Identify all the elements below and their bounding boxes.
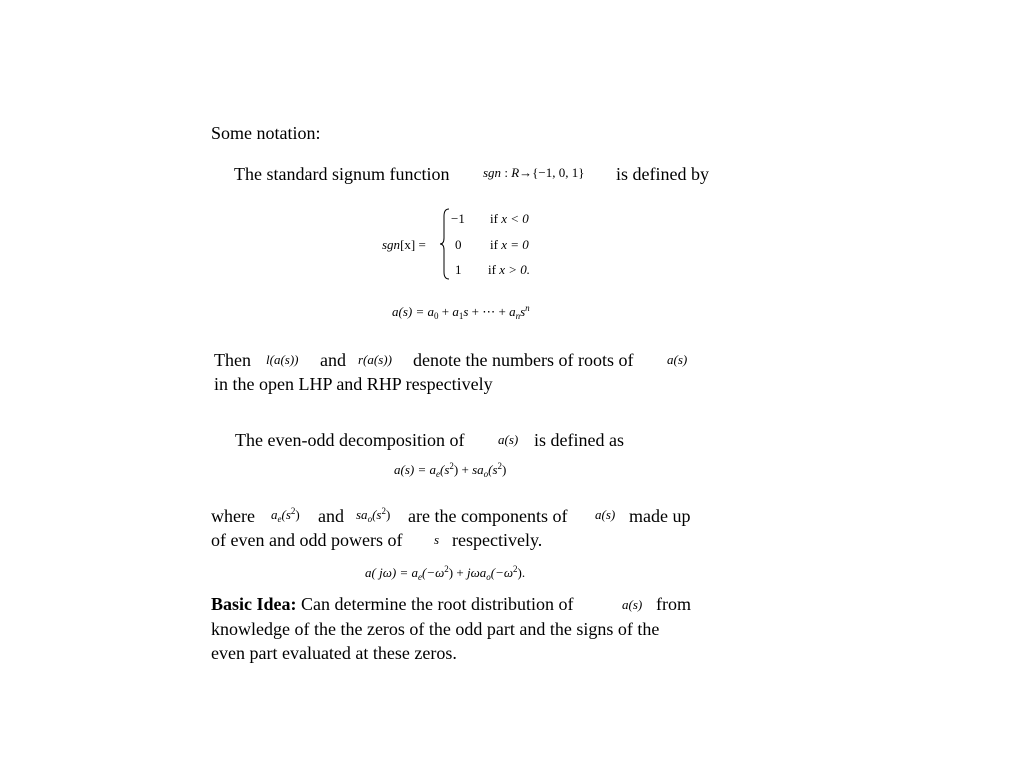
where-ae-formula: $a_e(s^2)$: [271, 506, 300, 524]
basic-from: from: [656, 594, 691, 614]
basic-idea-line1: Basic Idea: Can determine the root distribution of: [211, 594, 574, 614]
polynomial-formula: $a(s) = a_0 + a_1s$ + ⋯ + $a_ns^n$: [392, 303, 530, 321]
basic-idea-label: Basic Idea:: [211, 594, 297, 614]
signum-def-suffix: is defined by: [616, 164, 709, 184]
case-cond-neg: if x < 0: [490, 211, 529, 226]
case-row-zero: 0: [455, 237, 462, 252]
signum-map-formula: sgn : R→{−1, 0, 1}: [483, 165, 585, 180]
roots-denote: denote the numbers of roots of: [413, 350, 634, 370]
roots-as-formula: a(s): [667, 352, 688, 367]
where-made: made up: [629, 506, 691, 526]
case-cond-zero: if x = 0: [490, 237, 529, 252]
where-word: where: [211, 506, 255, 526]
roots-and: and: [320, 350, 346, 370]
jw-equation: a( $j\omega) = a_e(-\omega^2) + j\omega a_o(-\omega^2)$.: [365, 564, 526, 582]
case-row-pos: 1: [455, 262, 462, 277]
basic-idea-line2: knowledge of the the zeros of the odd part and the signs of the: [211, 619, 660, 639]
evenodd-equation: $a(s) = a_e(s^2) + sa_o(s^2)$: [394, 461, 507, 479]
evenodd-as-formula: a(s): [498, 432, 519, 447]
where-are: are the components of: [408, 506, 568, 526]
where-line2a: of even and odd powers of: [211, 530, 403, 550]
where-sao-formula: $sa_o(s^2)$: [356, 506, 391, 524]
signum-intro: The standard signum function: [234, 164, 450, 184]
roots-then: Then: [214, 350, 251, 370]
where-line2b: respectively.: [452, 530, 543, 550]
notation-heading: Some notation:: [211, 123, 321, 143]
basic-idea-line3: even part evaluated at these zeros.: [211, 643, 457, 663]
roots-r-formula: r(a(s)): [358, 352, 392, 367]
left-brace: [440, 208, 450, 280]
where-as-formula: a(s): [595, 507, 616, 522]
where-and: and: [318, 506, 344, 526]
case-row-neg: −1: [451, 211, 465, 226]
where-s-formula: s: [434, 532, 440, 547]
roots-line2: in the open LHP and RHP respectively: [214, 374, 493, 394]
case-cond-pos: if x > 0.: [488, 262, 530, 277]
evenodd-suffix: is defined as: [534, 430, 624, 450]
evenodd-intro: The even-odd decomposition of: [235, 430, 465, 450]
signum-lhs: sgn[x] =: [382, 237, 426, 252]
roots-l-formula: l(a(s)): [266, 352, 299, 367]
basic-as-formula: a(s): [622, 597, 643, 612]
